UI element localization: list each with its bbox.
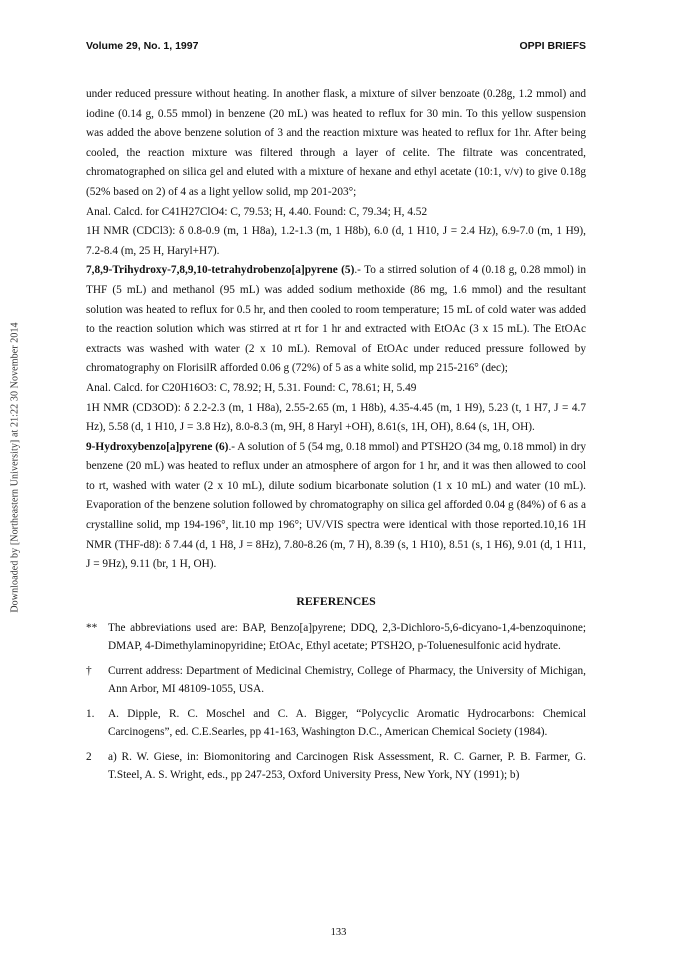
- analysis-2: Anal. Calcd. for C20H16O3: C, 78.92; H, 5.31. Found: C, 78.61; H, 5.49: [86, 381, 417, 394]
- reference-text: The abbreviations used are: BAP, Benzo[a]pyrene; DDQ, 2,3-Dichloro-5,6-dicyano-1,4-benzoquinone; DMAP, 4-Dimethylaminopyridine; EtOAc, Ethyl acetate; PTSH2O, p-Toluenesulfonic acid hydrate.: [108, 622, 586, 652]
- paragraph-compound-6: [86, 438, 586, 575]
- reference-text: Current address: Department of Medicinal Chemistry, College of Pharmacy, the University of Michigan, Ann Arbor, MI 48109-1055, USA.: [108, 665, 586, 695]
- reference-text: A. Dipple, R. C. Moschel and C. A. Bigger, “Polycyclic Aromatic Hydrocarbons: Chemical Carcinogens”, ed. C.E.Searles, pp 41-163, Washington D.C., American Chemical Society (1984).: [108, 708, 586, 738]
- references-title: REFERENCES: [296, 593, 376, 608]
- reference-item: [86, 620, 586, 655]
- compound-5-name: 7,8,9-Trihydroxy-7,8,9,10-tetrahydrobenzo[a]pyrene (5): [86, 264, 355, 277]
- download-watermark: [8, 232, 22, 702]
- reference-item: [86, 706, 586, 741]
- journal-volume: Volume 29, No. 1, 1997: [86, 40, 199, 52]
- reference-mark: **: [86, 622, 98, 635]
- page-number: 133: [330, 927, 347, 938]
- paragraph-3: .- A solution of 5 (54 mg, 0.18 mmol) and PTSH2O (34 mg, 0.18 mmol) in dry benzene (20 mL) was heated to reflux under an atmosphere of argon for 1 hr, and it was then allowed to cool to rt, washed with water (2 x 10 mL), dilute sodium bicarbonate solution (1 x 10 mL) and water (10 mL). Evaporation of the benzene solution followed by chromatography on silica gel afforded 0.04 g (84%) of 6 as a crystalline solid, mp 194-196°, lit.10 mp 196°; UV/VIS spectra were identical with those reported.10,16 1H NMR (THF-d8): δ 7.44 (d, 1 H8, J = 8Hz), 7.80-8.26 (m, 7 H), 8.39 (s, 1 H10), 8.51 (s, 1 H6), 9.01 (d, 1 H11, J = 9Hz), 9.11 (br, 1 H, OH).: [86, 440, 586, 571]
- reference-item: [86, 663, 586, 698]
- reference-text: a) R. W. Giese, in: Biomonitoring and Carcinogen Risk Assessment, R. C. Garner, P. B. Farmer, G. T.Steel, A. S. Wright, eds., pp 247-253, Oxford University Press, New York, NY (1991); b): [108, 751, 586, 781]
- paragraph-2: .- To a stirred solution of 4 (0.18 g, 0.28 mmol) in THF (5 mL) and methanol (95 mL) was added sodium methoxide (86 mg, 1.6 mmol) and the resultant solution was heated to reflux for 0.5 hr, and then cooled to room temperature; 15 mL of cold water was added to the reaction solution which was stirred at rt for 1 hr and extracted with EtOAc (3 x 15 mL). The EtOAc extracts was washed with water (2 x 10 mL). Removal of EtOAc under reduced pressure followed by chromatography on FlorisilR afforded 0.06 g (72%) of 5 as a white solid, mp 215-216° (dec);: [86, 264, 587, 375]
- article-body: [86, 85, 586, 792]
- section-title: OPPI BRIEFS: [519, 40, 586, 52]
- nmr-2: 1H NMR (CD3OD): δ 2.2-2.3 (m, 1 H8a), 2.55-2.65 (m, 1 H8b), 4.35-4.45 (m, 1 H9), 5.23 (t, 1 H7, J = 4.7 Hz), 5.58 (d, 1 H10, J = 3.8 Hz), 8.0-8.3 (m, 9H, 8 Haryl +OH), 8.61(s, 1H, OH), 8.64 (s, 1H, OH).: [86, 401, 586, 434]
- reference-mark: †: [86, 665, 92, 678]
- paragraph-compound-5: [86, 261, 586, 379]
- compound-6-name: 9-Hydroxybenzo[a]pyrene (6): [86, 440, 229, 453]
- reference-item: [86, 749, 586, 784]
- paragraph-1: under reduced pressure without heating. In another flask, a mixture of silver benzoate (0.28g, 1.2 mmol) and iodine (0.14 g, 0.55 mmol) in benzene (20 mL) was heated to reflux for 30 min. To this yellow suspension was added the above benzene solution of 3 and the reaction mixture was heated to reflux for 1hr. After being cooled, the reaction mixture was filtered through a layer of celite. The filtrate was concentrated, chromatographed on silica gel and eluted with a mixture of hexane and ethyl acetate (10:1, v/v) to give 0.18g (52% based on 2) of 4 as a light yellow solid, mp 201-203°;: [86, 88, 586, 198]
- reference-mark: 2: [86, 751, 92, 764]
- running-header: [86, 40, 586, 52]
- nmr-1: 1H NMR (CDCl3): δ 0.8-0.9 (m, 1 H8a), 1.2-1.3 (m, 1 H8b), 6.0 (d, 1 H10, J = 2.4 Hz), 6.9-7.0 (m, 1 H9), 7.2-8.4 (m, 25 H, Haryl+H7).: [86, 225, 586, 257]
- reference-mark: 1.: [86, 708, 95, 721]
- download-note: Downloaded by [Northeastern University] at 21:22 30 November 2014: [9, 321, 21, 613]
- analysis-1: Anal. Calcd. for C41H27ClO4: C, 79.53; H, 4.40. Found: C, 79.34; H, 4.52: [86, 205, 428, 218]
